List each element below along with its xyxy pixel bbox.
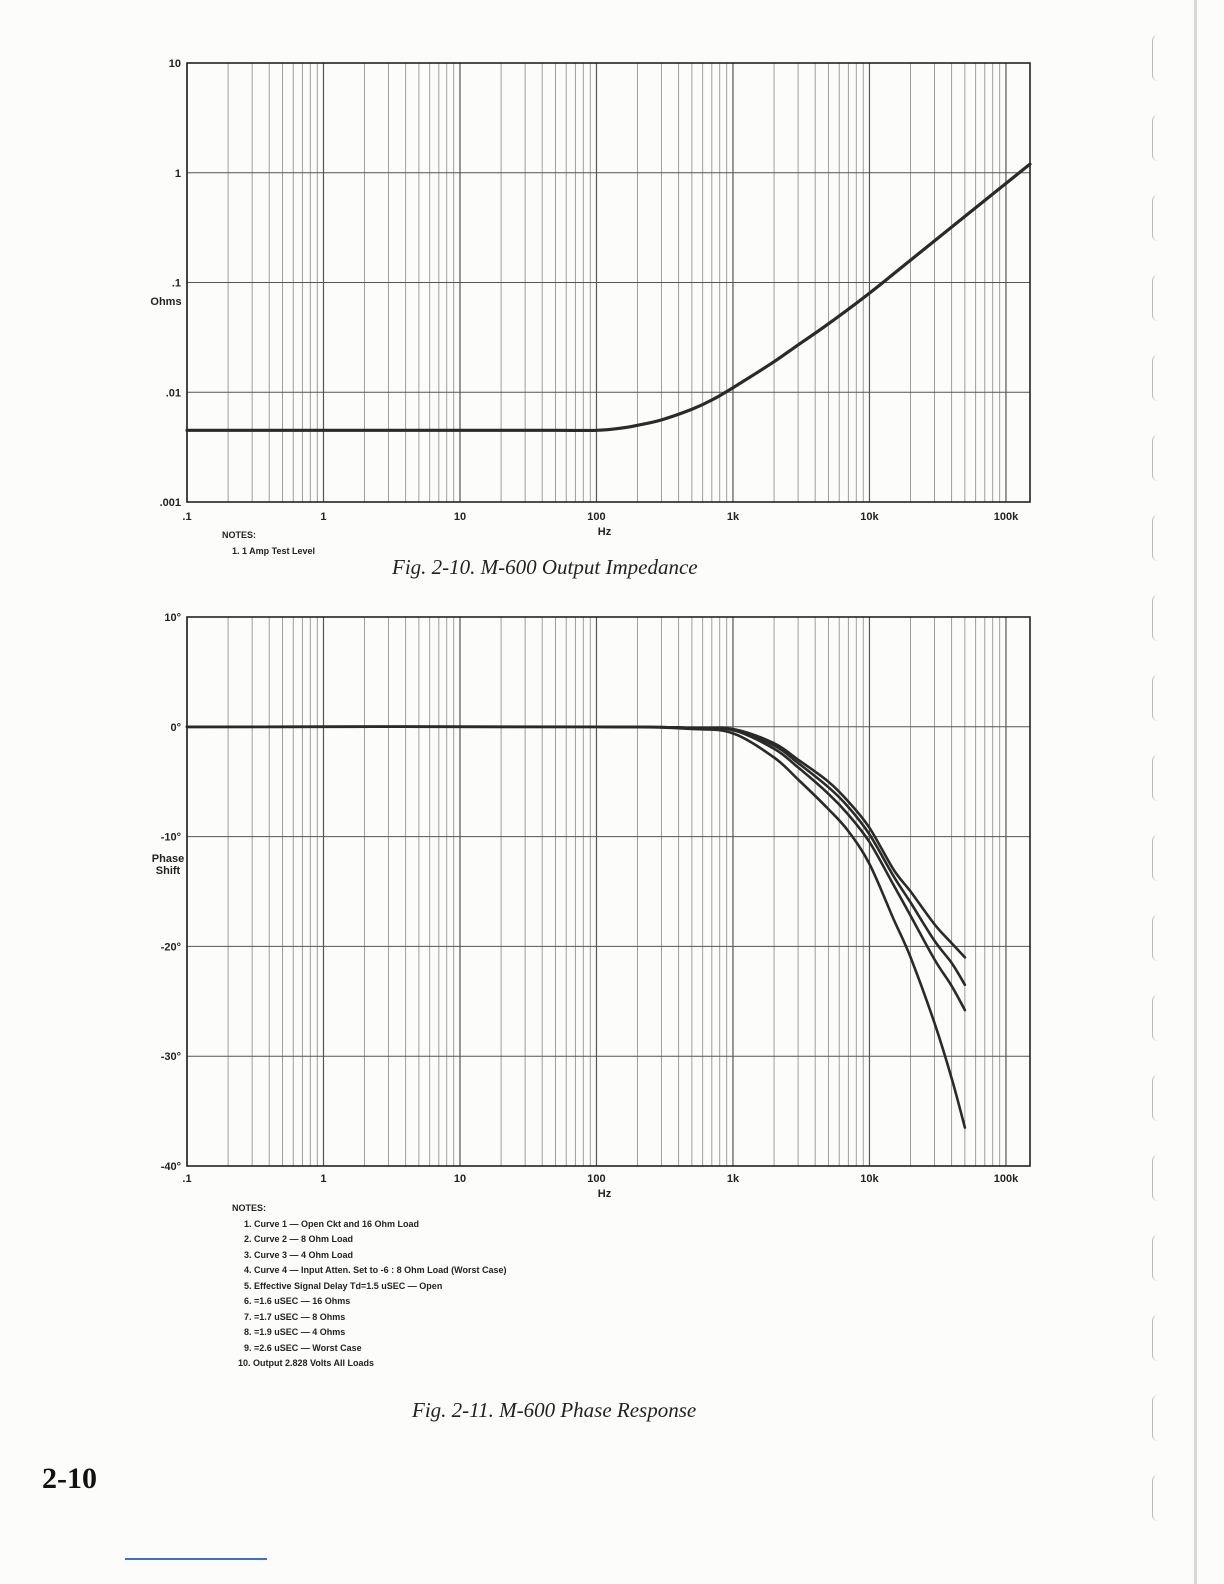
- note-item: 8. =1.9 uSEC — 4 Ohms: [244, 1327, 346, 1337]
- y-tick-label: -10°: [160, 831, 181, 844]
- page-number: 2-10: [42, 1462, 97, 1495]
- binder-ring: [1152, 355, 1163, 401]
- y-axis-label: Phase: [151, 853, 185, 865]
- series-line-1: [187, 164, 1030, 430]
- x-tick-label: 10k: [860, 1173, 879, 1185]
- binder-ring: [1152, 1315, 1163, 1361]
- x-tick-label: 10: [453, 511, 467, 523]
- y-tick-label: .001: [159, 497, 181, 509]
- y-tick-label: .01: [165, 387, 181, 400]
- binder-ring: [1152, 435, 1163, 481]
- note-item: 4. Curve 4 — Input Atten. Set to -6 : 8 Ohm Load (Worst Case): [244, 1265, 507, 1275]
- binder-ring: [1152, 595, 1163, 641]
- x-tick-label: 100: [587, 511, 606, 523]
- note-item: 1. Curve 1 — Open Ckt and 16 Ohm Load: [244, 1218, 420, 1229]
- binder-ring: [1152, 835, 1163, 881]
- impedance-notes: [222, 528, 315, 559]
- y-tick-label: .1: [171, 277, 181, 290]
- y-tick-label: -20°: [160, 941, 181, 954]
- x-tick-label: 1: [320, 1173, 327, 1185]
- x-tick-label: 100: [587, 1173, 606, 1185]
- x-tick-label: 1k: [726, 1173, 740, 1185]
- y-tick-label: 1: [174, 167, 181, 180]
- phase-response-chart: [152, 612, 1030, 1200]
- x-tick-label: 1: [320, 511, 327, 523]
- binder-ring: [1152, 115, 1163, 161]
- notes-heading: NOTES:: [232, 1203, 267, 1213]
- footer-line: [125, 1558, 267, 1560]
- note-item: 1. 1 Amp Test Level: [232, 545, 316, 556]
- binder-ring: [1152, 915, 1163, 961]
- binder-ring: [1152, 995, 1163, 1041]
- x-tick-label: 100k: [993, 511, 1019, 523]
- binder-ring: [1152, 1235, 1163, 1281]
- binder-ring: [1152, 1395, 1163, 1441]
- y-axis-label: Shift: [155, 865, 181, 877]
- x-tick-label: 10k: [860, 511, 879, 523]
- phase-notes: [232, 1201, 507, 1372]
- x-tick-label: .1: [182, 1173, 192, 1185]
- figure-caption-2-11: Fig. 2-11. M-600 Phase Response: [412, 1398, 697, 1422]
- y-tick-label: -30°: [160, 1051, 181, 1064]
- note-item: 10. Output 2.828 Volts All Loads: [238, 1358, 375, 1368]
- notes-heading: NOTES:: [222, 530, 257, 540]
- y-axis-label: Ohms: [150, 296, 182, 308]
- y-tick-label: -40°: [160, 1161, 181, 1173]
- x-tick-label: 10: [453, 1173, 467, 1185]
- note-item: 9. =2.6 uSEC — Worst Case: [244, 1342, 362, 1353]
- binder-ring: [1152, 675, 1163, 721]
- binder-ring: [1152, 1155, 1163, 1201]
- grid-lines: [187, 63, 1030, 502]
- note-item: 7. =1.7 uSEC — 8 Ohms: [244, 1311, 346, 1322]
- y-tick-label: 10: [168, 58, 181, 70]
- note-item: 6. =1.6 uSEC — 16 Ohms: [244, 1296, 351, 1306]
- binder-ring: [1152, 195, 1163, 241]
- figure-caption-2-10: Fig. 2-10. M-600 Output Impedance: [392, 555, 698, 579]
- binder-ring: [1152, 1475, 1163, 1521]
- binder-ring: [1152, 515, 1163, 561]
- binder-edge: [1194, 0, 1197, 1584]
- x-tick-label: .1: [182, 511, 192, 523]
- x-axis-label: Hz: [597, 526, 612, 538]
- note-item: 3. Curve 3 — 4 Ohm Load: [244, 1249, 354, 1260]
- binder-ring: [1152, 35, 1163, 81]
- output-impedance-chart: [150, 58, 1030, 538]
- note-item: 2. Curve 2 — 8 Ohm Load: [244, 1234, 354, 1244]
- x-tick-label: 1k: [726, 511, 740, 523]
- binder-ring: [1152, 275, 1163, 321]
- binder-ring: [1152, 755, 1163, 801]
- y-tick-label: 0°: [170, 721, 181, 734]
- note-item: 5. Effective Signal Delay Td=1.5 uSEC — Open: [244, 1280, 443, 1291]
- x-tick-label: 100k: [993, 1173, 1019, 1185]
- binder-ring: [1152, 1075, 1163, 1121]
- y-tick-label: 10°: [164, 612, 181, 624]
- x-axis-label: Hz: [597, 1188, 612, 1200]
